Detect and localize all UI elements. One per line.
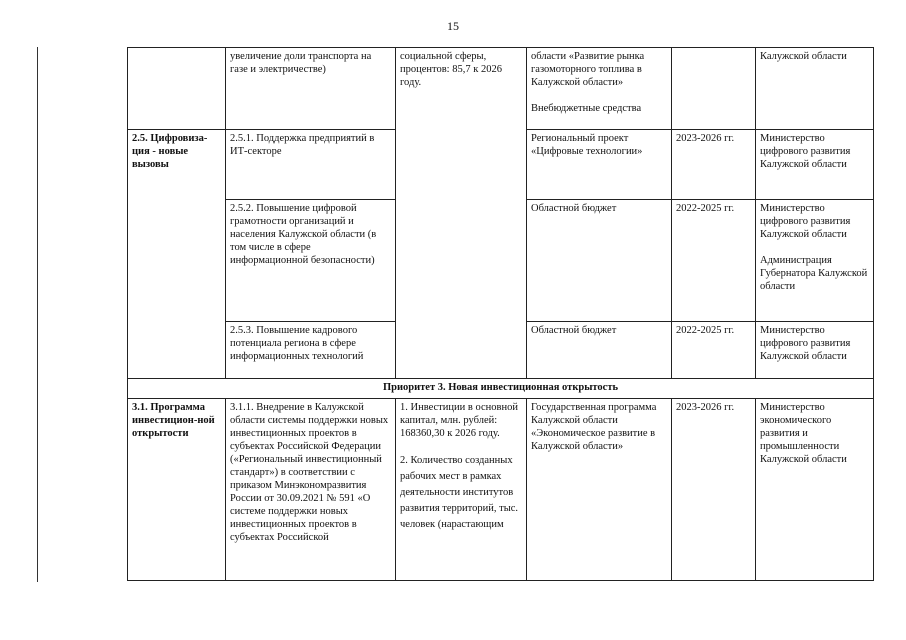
table-cell-measure: 2.5.3. Повышение кадрового потенциала региона в сфере информационных технологий [226,322,396,379]
table-cell-period: 2023-2026 гг. [672,130,756,200]
table-cell-executor: Министерство цифрового развития Калужской области [756,130,874,200]
executor-text-extra: Администрация Губернатора Калужской области [760,255,868,292]
table-cell-measure: увеличение доли транспорта на газе и электричестве) [226,48,396,130]
table-cell-period: 2022-2025 гг. [672,200,756,322]
table-cell-measure: 3.1.1. Внедрение в Калужской области системы поддержки новых инвестиционных проектов в субъектах Российской Федерации («Региональный инвестиционный стандарт») в соответствии с приказом Минэкономразвития России от 30.09.2021 № 591 «О системе поддержки новых инвестиционных проектов в субъектах Российской [226,399,396,581]
priority-heading: Приоритет 3. Новая инвестиционная открытость [128,379,874,399]
table-row [128,48,874,130]
measures-table [127,47,874,581]
table-cell-source: Областной бюджет [527,322,672,379]
source-text: области «Развитие рынка газомоторного топлива в Калужской области» [531,51,645,88]
indicator-text: 1. Инвестиции в основной капитал, млн. рублей: 168360,30 к 2026 году. [400,402,518,439]
table-cell-source [527,48,672,130]
table-cell-executor [756,200,874,322]
table-cell-source: Региональный проект «Цифровые технологии» [527,130,672,200]
table-cell-executor: Калужской области [756,48,874,130]
table-cell-period: 2022-2025 гг. [672,322,756,379]
table-cell-indicator [396,399,527,581]
table-cell-goal [128,48,226,130]
executor-text: Министерство цифрового развития Калужской области [760,203,851,240]
table-row [128,379,874,399]
table-cell-executor: Министерство цифрового развития Калужской области [756,322,874,379]
table-cell-period: 2023-2026 гг. [672,399,756,581]
table-cell-measure: 2.5.2. Повышение цифровой грамотности организаций и населения Калужской области (в том числе в сфере информационной безопасности) [226,200,396,322]
table-cell-measure: 2.5.1. Поддержка предприятий в ИТ-секторе [226,130,396,200]
table-cell-goal: 3.1. Программа инвестицион-ной открытости [128,399,226,581]
table-cell-goal: 2.5. Цифровиза-ция - новые вызовы [128,130,226,379]
table-row [128,399,874,581]
table-cell-executor: Министерство экономического развития и промышленности Калужской области [756,399,874,581]
table-cell-source: Областной бюджет [527,200,672,322]
table-cell-source: Государственная программа Калужской области «Экономическое развитие в Калужской области» [527,399,672,581]
page-number: 15 [447,19,459,33]
source-text-extra: Внебюджетные средства [531,103,642,114]
table-cell-period [672,48,756,130]
table-cell-indicator [396,48,527,379]
indicator-text: социальной сферы, процентов: 85,7 к 2026 году. [400,51,502,88]
binding-margin-line [37,47,38,582]
indicator-text-extra: 2. Количество созданных рабочих мест в рамках деятельности институтов развития территорий, тыс. человек (нарастающим [400,455,519,530]
